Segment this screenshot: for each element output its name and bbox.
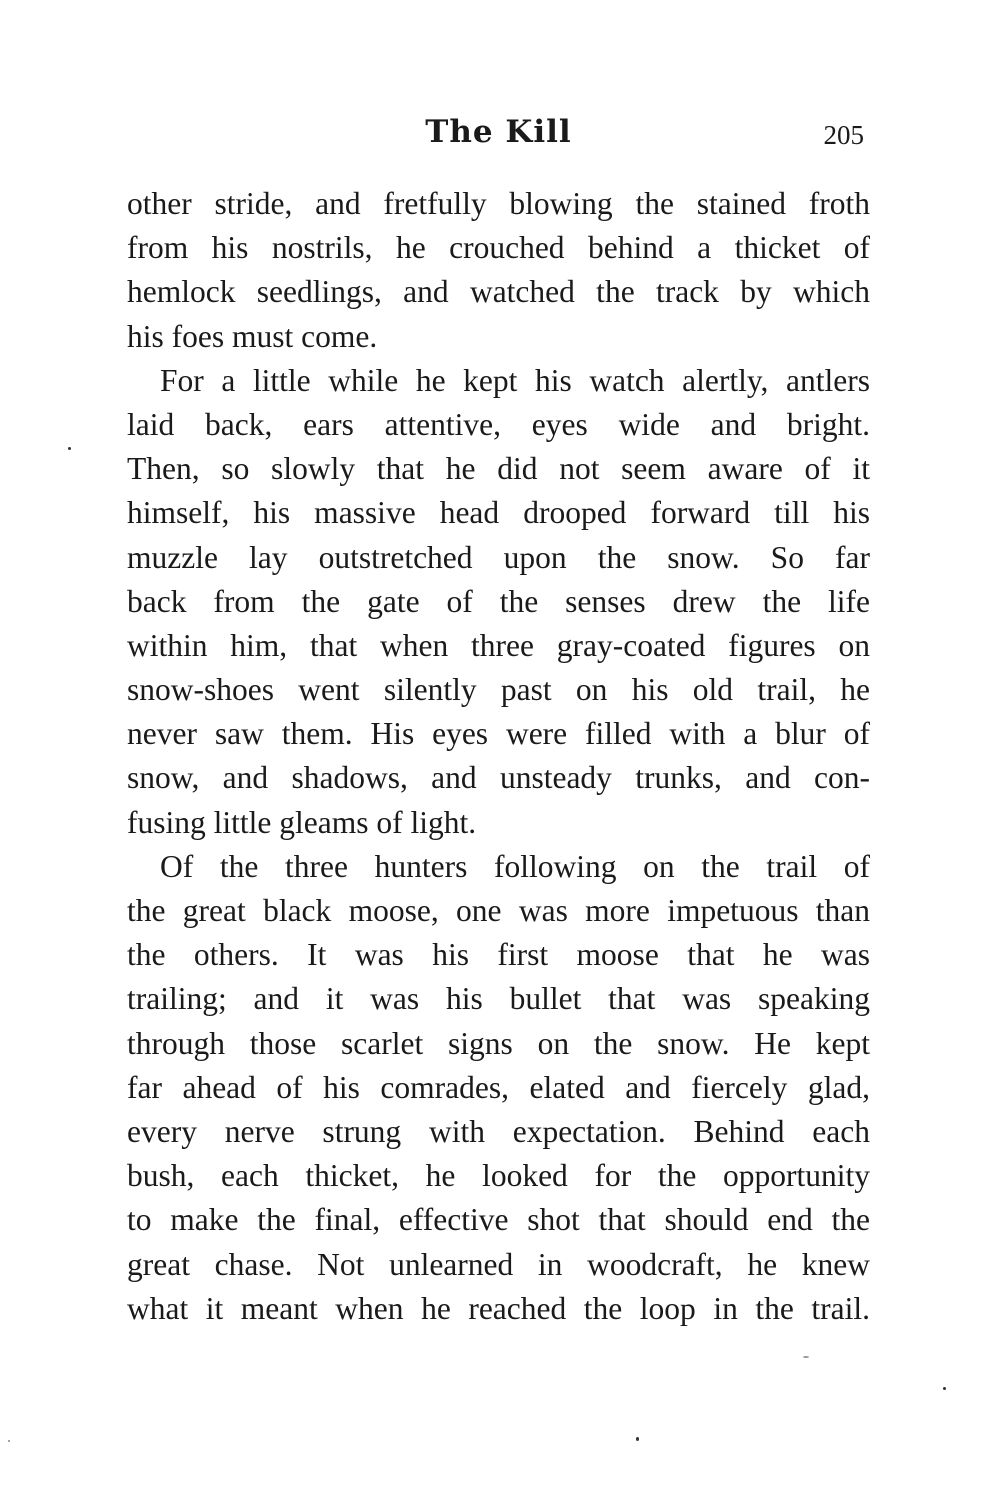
text-line: through those scarlet signs on the snow. He kept [127, 1025, 870, 1061]
text-line: bush, each thicket, he looked for the opportunity [127, 1158, 870, 1194]
body-text [127, 182, 870, 1331]
paragraph-start-line: Of the three hunters following on the trail of [160, 848, 870, 884]
text-line: hemlock seedlings, and watched the track by which [127, 274, 870, 310]
text-line: within him, that when three gray-coated figures on [127, 627, 870, 663]
scan-speck [68, 447, 71, 450]
scan-speck [8, 1440, 10, 1442]
text-line: Then, so slowly that he did not seem aware of it [127, 451, 870, 487]
text-line: laid back, ears attentive, eyes wide and bright. [127, 406, 870, 442]
text-line: never saw them. His eyes were filled with a blur of [127, 716, 870, 752]
paragraph-start-line: For a little while he kept his watch alertly, antlers [160, 362, 870, 398]
text-line: fusing little gleams of light. [127, 804, 477, 840]
scan-speck [803, 1356, 809, 1358]
text-line: trailing; and it was his bullet that was speaking [127, 981, 870, 1017]
scan-speck [636, 1437, 639, 1441]
text-line: snow-shoes went silently past on his old trail, he [127, 672, 870, 708]
text-line: every nerve strung with expectation. Behind each [127, 1113, 870, 1149]
scan-speck [943, 1387, 946, 1390]
text-line: from his nostrils, he crouched behind a thicket of [127, 230, 870, 266]
text-line: himself, his massive head drooped forward till his [127, 495, 870, 531]
text-line: great chase. Not unlearned in woodcraft, he knew [127, 1246, 870, 1282]
text-line: his foes must come. [127, 318, 378, 354]
text-line: to make the final, effective shot that should end the [127, 1202, 870, 1238]
text-line: snow, and shadows, and unsteady trunks, and con- [127, 760, 870, 796]
page-number: 205 [823, 120, 864, 150]
running-title: The Kill [425, 114, 572, 150]
text-line: the others. It was his first moose that he was [127, 937, 870, 973]
text-line: back from the gate of the senses drew the life [127, 583, 870, 619]
text-line: other stride, and fretfully blowing the stained froth [127, 186, 870, 221]
running-head [127, 112, 870, 152]
text-line: what it meant when he reached the loop in the trail. [127, 1290, 870, 1326]
text-line: far ahead of his comrades, elated and fiercely glad, [127, 1069, 870, 1105]
text-line: muzzle lay outstretched upon the snow. So far [127, 539, 870, 575]
text-line: the great black moose, one was more impetuous than [127, 893, 870, 928]
